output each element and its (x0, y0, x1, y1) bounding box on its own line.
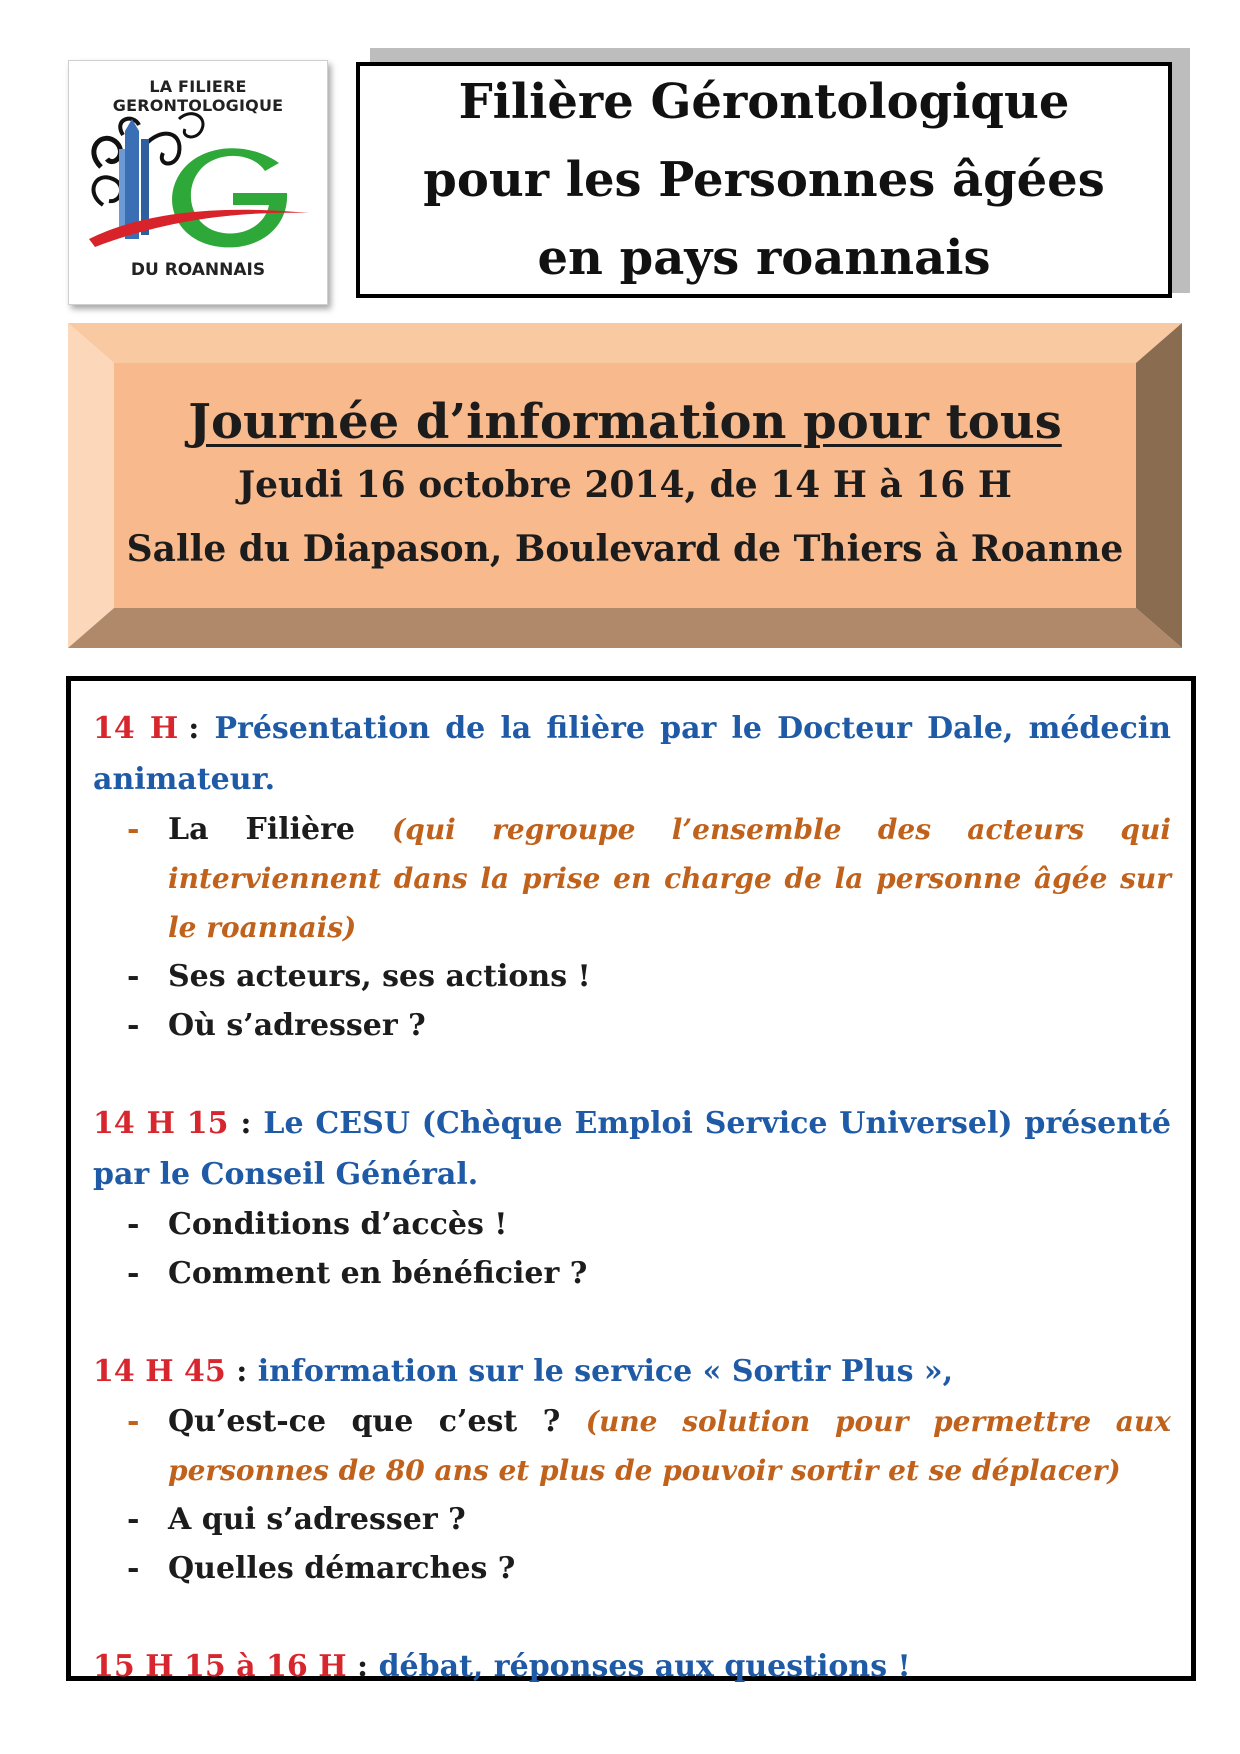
separator: : (236, 1354, 248, 1389)
info-location: Salle du Diapason, Boulevard de Thiers à Roanne (126, 527, 1124, 570)
logo-top-text: LA FILIERE GERONTOLOGIQUE (112, 77, 284, 115)
bullet-text: A qui s’adresser ? (168, 1502, 466, 1537)
bullet-text: Qu’est-ce que c’est ? (168, 1404, 561, 1439)
logo-bottom-text: DU ROANNAIS (130, 260, 266, 280)
list-item (127, 952, 1171, 1001)
session-title: débat, réponses aux questions ! (378, 1649, 911, 1684)
bullet-dash: - (127, 1551, 140, 1586)
session-heading (93, 1346, 1171, 1397)
separator: : (240, 1106, 252, 1141)
title-box (356, 62, 1172, 298)
session-bullets (93, 1200, 1171, 1298)
session-time: 14 H 45 (93, 1354, 226, 1389)
info-panel (68, 323, 1182, 648)
info-date: Jeudi 16 octobre 2014, de 14 H à 16 H (238, 463, 1012, 506)
list-item (127, 1544, 1171, 1593)
list-item (127, 1397, 1171, 1495)
list-item (127, 1495, 1171, 1544)
bullet-dash: - (127, 1404, 140, 1439)
bevel-bottom (68, 608, 1182, 648)
bullet-dash: - (127, 1008, 140, 1043)
title-line: pour les Personnes âgées (423, 152, 1105, 208)
bullet-dash: - (127, 1207, 140, 1242)
list-item (127, 1200, 1171, 1249)
separator: : (357, 1649, 369, 1684)
list-item (127, 1001, 1171, 1050)
bullet-text: Quelles démarches ? (168, 1551, 516, 1586)
session-time: 14 H 15 (93, 1106, 229, 1141)
bullet-text: La Filière (168, 812, 355, 847)
session-heading (93, 703, 1171, 805)
bullet-note: (qui regroupe l’ensemble des acteurs qui interviennent dans la prise en charge de la personne âgée sur le roannais) (168, 813, 1171, 944)
list-item (127, 805, 1171, 952)
bevel-top (68, 323, 1182, 363)
session-bullets (93, 1397, 1171, 1593)
title-line: Filière Gérontologique (458, 74, 1070, 130)
bullet-text: Comment en bénéficier ? (168, 1256, 588, 1291)
bullet-text: Ses acteurs, ses actions ! (168, 959, 591, 994)
info-content (114, 363, 1136, 608)
info-title: Journée d’information pour tous (188, 393, 1062, 450)
bullet-dash: - (127, 1502, 140, 1537)
bevel-left (68, 323, 114, 648)
session-heading (93, 1641, 1171, 1692)
program-box (66, 676, 1196, 1684)
bullet-text: Conditions d’accès ! (168, 1207, 508, 1242)
list-item (127, 1249, 1171, 1298)
bevel-right (1136, 323, 1182, 648)
session-bullets (93, 805, 1171, 1050)
bullet-dash: - (127, 1256, 140, 1291)
session-heading (93, 1098, 1171, 1200)
bullet-dash: - (127, 959, 140, 994)
session-title: Le CESU (Chèque Emploi Service Universel) présenté par le Conseil Général. (93, 1106, 1172, 1192)
session-time: 15 H 15 à 16 H (93, 1649, 347, 1684)
logo (68, 60, 328, 305)
bullet-text: Où s’adresser ? (168, 1008, 426, 1043)
title-line: en pays roannais (537, 230, 991, 286)
bullet-note: (une solution pour permettre aux personnes de 80 ans et plus de pouvoir sortir et se déplacer) (168, 1405, 1171, 1487)
filiere-gerontologique-logo-icon (83, 109, 313, 259)
session-time: 14 H (93, 711, 179, 746)
session-title: information sur le service « Sortir Plus », (257, 1354, 954, 1389)
bullet-dash: - (127, 812, 140, 847)
separator: : (188, 711, 200, 746)
session-title: Présentation de la filière par le Docteur Dale, médecin animateur. (93, 711, 1171, 797)
